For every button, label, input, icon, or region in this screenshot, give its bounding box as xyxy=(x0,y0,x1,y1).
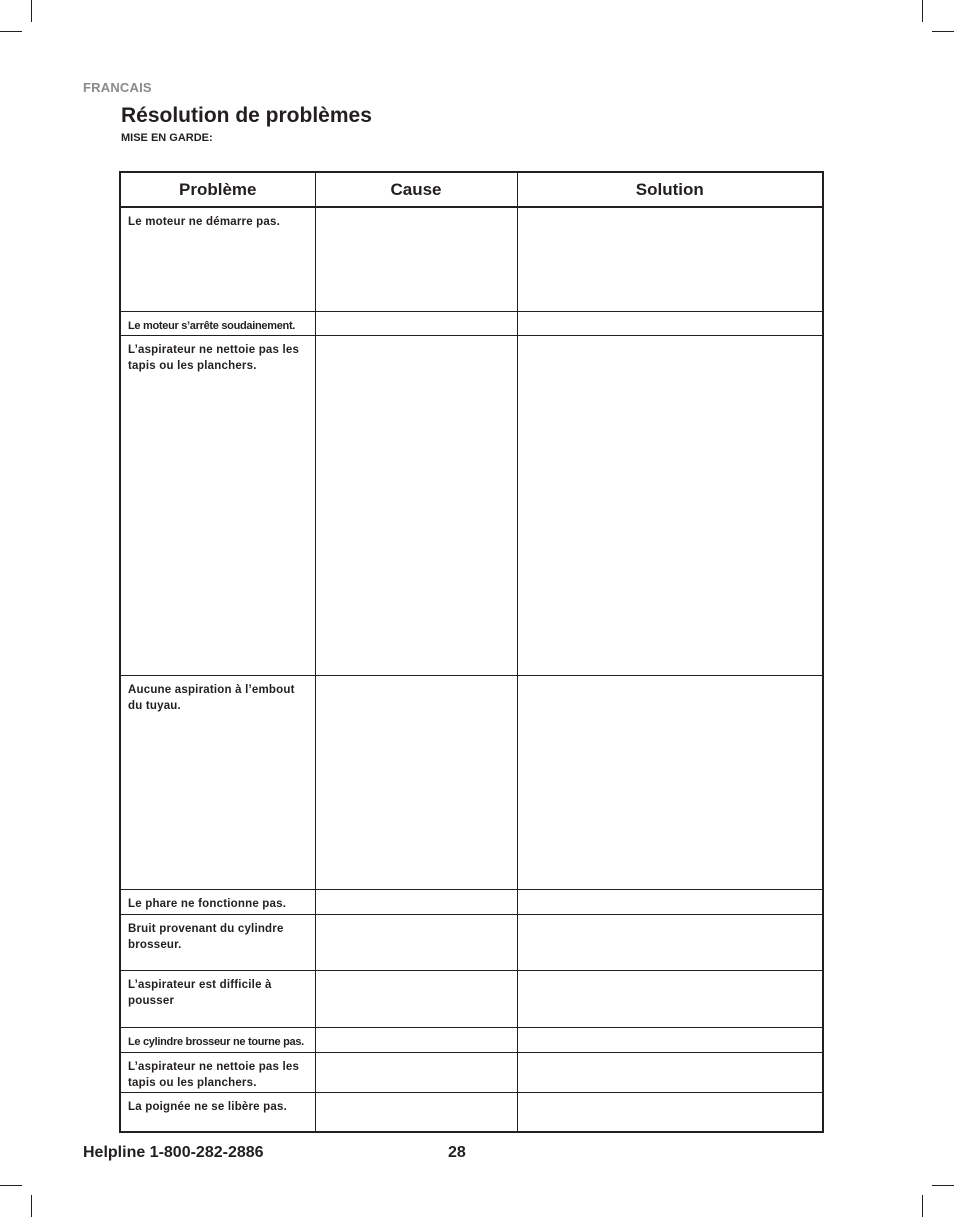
cause-text xyxy=(316,1093,517,1099)
cause-cell xyxy=(315,1092,517,1132)
column-header-problem: Problème xyxy=(120,172,315,207)
solution-text xyxy=(518,208,823,214)
helpline-number: Helpline 1-800-282-2886 xyxy=(83,1144,264,1161)
table-row xyxy=(120,675,823,889)
problem-cell xyxy=(120,335,315,675)
table-row xyxy=(120,889,823,914)
warning-label: MISE EN GARDE: xyxy=(121,132,213,144)
troubleshooting-table xyxy=(119,171,824,1133)
table-row xyxy=(120,1027,823,1052)
solution-text xyxy=(518,312,823,318)
problem-text: Le phare ne fonctionne pas. xyxy=(128,897,287,910)
cause-cell xyxy=(315,889,517,914)
crop-mark xyxy=(922,1195,923,1217)
problem-cell xyxy=(120,1052,315,1092)
problem-text: Le cylindre brosseur ne tourne pas. xyxy=(128,1035,304,1048)
problem-text: Le moteur s’arrête soudainement. xyxy=(128,319,296,332)
solution-text xyxy=(518,971,823,977)
problem-text: La poignée ne se libère pas. xyxy=(128,1100,287,1113)
table-row xyxy=(120,1092,823,1132)
cause-text xyxy=(316,971,517,977)
column-header-solution: Solution xyxy=(517,172,823,207)
cause-text xyxy=(316,1053,517,1059)
cause-text xyxy=(316,312,517,318)
crop-mark xyxy=(0,31,22,32)
table-row xyxy=(120,914,823,970)
solution-cell xyxy=(517,1092,823,1132)
solution-text xyxy=(518,890,823,896)
solution-cell xyxy=(517,970,823,1027)
cause-cell xyxy=(315,207,517,311)
cause-cell xyxy=(315,1052,517,1092)
problem-cell xyxy=(120,1027,315,1052)
problem-text: L’aspirateur ne nettoie pas les tapis ou les planchers. xyxy=(128,343,300,372)
problem-cell xyxy=(120,675,315,889)
solution-text xyxy=(518,336,823,342)
cause-text xyxy=(316,915,517,921)
page-number: 28 xyxy=(448,1144,466,1161)
solution-text xyxy=(518,915,823,921)
table-row xyxy=(120,207,823,311)
problem-text: Aucune aspiration à l’embout du tuyau. xyxy=(128,683,295,712)
table-row xyxy=(120,335,823,675)
table-row xyxy=(120,311,823,335)
problem-cell xyxy=(120,207,315,311)
crop-mark xyxy=(922,0,923,22)
solution-text xyxy=(518,676,823,682)
cause-text xyxy=(316,890,517,896)
table-row xyxy=(120,970,823,1027)
solution-text xyxy=(518,1053,823,1059)
cause-text xyxy=(316,1028,517,1034)
problem-text: L’aspirateur est difficile à pousser xyxy=(128,978,272,1007)
solution-cell xyxy=(517,311,823,335)
solution-text xyxy=(518,1028,823,1034)
problem-cell xyxy=(120,970,315,1027)
problem-text: Bruit provenant du cylindre brosseur. xyxy=(128,922,284,951)
language-label: FRANCAIS xyxy=(83,80,152,95)
cause-cell xyxy=(315,675,517,889)
column-header-cause: Cause xyxy=(315,172,517,207)
solution-cell xyxy=(517,1052,823,1092)
problem-text: L’aspirateur ne nettoie pas les tapis ou les planchers. xyxy=(128,1060,300,1089)
problem-text: Le moteur ne démarre pas. xyxy=(128,216,280,228)
problem-cell xyxy=(120,889,315,914)
table-row xyxy=(120,1052,823,1092)
solution-text xyxy=(518,1093,823,1099)
page-title: Résolution de problèmes xyxy=(121,104,372,127)
solution-cell xyxy=(517,675,823,889)
crop-mark xyxy=(31,1195,32,1217)
cause-cell xyxy=(315,311,517,335)
solution-cell xyxy=(517,1027,823,1052)
table-header-row xyxy=(120,172,823,207)
crop-mark xyxy=(932,1185,954,1186)
cause-cell xyxy=(315,335,517,675)
problem-cell xyxy=(120,1092,315,1132)
cause-text xyxy=(316,208,517,214)
solution-cell xyxy=(517,335,823,675)
crop-mark xyxy=(932,31,954,32)
cause-cell xyxy=(315,970,517,1027)
solution-cell xyxy=(517,889,823,914)
solution-cell xyxy=(517,914,823,970)
solution-cell xyxy=(517,207,823,311)
problem-cell xyxy=(120,311,315,335)
cause-text xyxy=(316,336,517,342)
cause-cell xyxy=(315,1027,517,1052)
crop-mark xyxy=(0,1185,22,1186)
problem-cell xyxy=(120,914,315,970)
crop-mark xyxy=(31,0,32,22)
cause-text xyxy=(316,676,517,682)
cause-cell xyxy=(315,914,517,970)
